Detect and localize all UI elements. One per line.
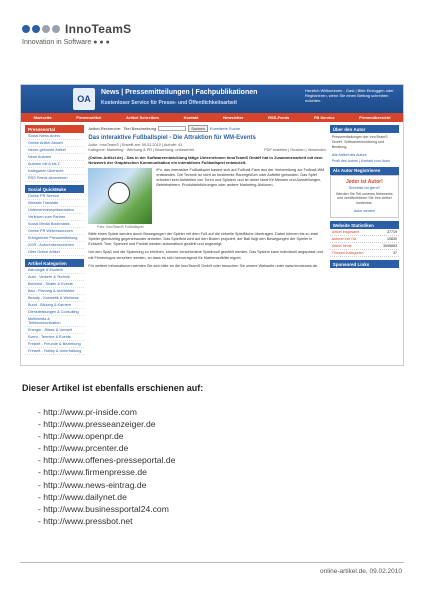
article-figure	[88, 168, 152, 229]
nav-item[interactable]: Firmenartikel	[76, 115, 102, 120]
register-box	[330, 167, 399, 219]
stats-label: Artikel heute	[331, 244, 352, 249]
also-published-list	[38, 406, 175, 527]
innoteams-logo	[22, 22, 132, 46]
about-author-title: Über den Autor	[330, 125, 399, 133]
published-link[interactable]: - http://www.businessportal24.com	[38, 503, 169, 514]
search-bar	[88, 125, 325, 132]
site-header	[21, 85, 403, 113]
about-author-text: Pressemitteilungen der InnoTeamS GmbH, Softwareentwicklung und Beratung.	[331, 135, 388, 149]
stats-title: Website Statistiken	[330, 221, 399, 229]
sidebar-link[interactable]: Social News Archiv	[25, 133, 84, 140]
site-title: News | Pressemitteilungen | Fachpublikationen	[101, 89, 258, 96]
sidebar-link[interactable]: Erfolgreiche Pressemitteilung	[25, 235, 84, 242]
nav-item[interactable]: RSS-Feeds	[268, 115, 290, 120]
sidebar-link[interactable]: Dienstleistungen & Consulting	[25, 309, 84, 316]
article-paragraph: Für weitere Informationen wenden Sie sich bitte an die InnoTeamS GmbH oder besuchen Sie unsere Webseite unter www.innoteams.de.	[88, 263, 319, 268]
sidebar-link[interactable]: Freizeit - Freunde & Beziehung	[25, 341, 84, 348]
football-icon	[108, 182, 130, 204]
nav-item[interactable]: Kontakt	[183, 115, 199, 120]
article-body-text: iPo, das interaktive Fußballspiel basiert sich auf Fußball-Fans aus der Vorbereitung zur Fußball-WM entstanden. Die Technik ist nicht an bestimmte Raumgrößen oder Auftritte gebunden. Das Spiel erfordert kein Aufstellen von Toren und Spielern und ist daher ideal für Messen und Ausstellungen, Betriebsfeiern, Produkteinführungen oder andere Marketing-Aktionen.	[156, 168, 325, 188]
stats-row	[330, 229, 399, 236]
published-link[interactable]: - http://www.pr-inside.com	[38, 407, 137, 417]
logo-tagline	[22, 39, 132, 46]
football-photo	[88, 168, 152, 224]
sidebar-link[interactable]: Unternehmenspräsentation	[25, 207, 84, 214]
footer-source: online-artikel.de, 09.02.2010	[319, 568, 402, 575]
sidebar-link[interactable]: Neuer-gekronte Artikel	[25, 147, 84, 154]
article-lead: (Online-Artikel.de) - Das in der Softwareentwicklung tätige Unternehmen InnoTeamS GmbH hat in Zusammenarbeit mit dem Netzwerk der Graphischen Kommunikation ein interaktives Fußballspiel entwickelt.	[88, 154, 323, 165]
promo-title: Jeder ist Autor!	[345, 178, 383, 185]
site-subtitle: Kostenloser Service für Presse- und Öffentlichkeitsarbeit	[101, 100, 237, 106]
sidebar-link[interactable]: Über Online Artikel	[25, 249, 84, 256]
stats-list	[330, 229, 399, 257]
article-tools[interactable]: PDF erstellen | Drucken | Versenden	[264, 147, 326, 152]
search-input[interactable]	[158, 126, 186, 131]
sidebar-link[interactable]: Bahnhof - Skater & Events	[25, 281, 84, 288]
sidebar-link[interactable]: Multimedia & Telekommunikation	[25, 316, 84, 327]
published-link[interactable]: - http://www.dailynet.de	[38, 491, 127, 502]
sidebar-link[interactable]: Online PR Service	[25, 193, 84, 200]
logo-dot-icon	[22, 25, 30, 33]
stats-box	[330, 221, 399, 257]
website-screenshot	[20, 84, 404, 366]
published-link[interactable]: - http://www.prcenter.de	[38, 443, 129, 454]
logo-tagline-text: Innovation in Software	[22, 39, 92, 46]
sidebar-link[interactable]: Website Translate	[25, 200, 84, 207]
nav-item[interactable]: FB Service	[313, 115, 335, 120]
logo-name: InnoTeamS	[65, 22, 132, 36]
stats-label: Themen-Kategorien	[331, 251, 364, 256]
sidebar-link-list	[25, 267, 84, 355]
sidebar-link[interactable]: Bund - Bildung & Karriere	[25, 302, 84, 309]
stats-label: Autoren bei OA	[331, 237, 357, 242]
sidebar-link[interactable]: Autoren mit A bis Z	[25, 161, 84, 168]
sidebar-link[interactable]: Social Media Bookmarks	[25, 221, 84, 228]
search-label: Artikel-Recherche:	[88, 126, 122, 131]
article-category-line: Kategorie: Marketing · Werbung & PR | Bewertung: unbewertet	[88, 148, 195, 153]
published-link[interactable]: - http://www.openpr.de	[38, 431, 124, 442]
promo-subtitle: Schreibt du gern?	[348, 184, 381, 190]
article-paragraph: Um den Spaß und die Spannung zu erhöhen, können verschiedene Spielmodi gewählt werden. Das System kann individuell angepasst und mit Firmenlogos versehen werden, so dass es sich hervorragend für Markenauftritte eignet.	[88, 250, 323, 260]
sidebar-section-title: Pressesortal	[25, 125, 84, 133]
stats-row	[330, 243, 399, 250]
stats-row	[330, 250, 399, 257]
stats-value: 3095853	[383, 244, 397, 249]
published-link[interactable]: - http://www.presseanzeiger.de	[38, 419, 156, 430]
main-content	[88, 125, 325, 358]
sidebar-link[interactable]: Bau - Planung & Architektur	[25, 288, 84, 295]
sidebar-section-title: Artikel Kategorien	[25, 259, 84, 267]
sidebar-link[interactable]: RSS Feeds abonnieren	[25, 175, 84, 182]
article-image-row	[88, 168, 325, 229]
site-greeting[interactable]: Herzlich Willkommen - Gast | Bitte Einloggen oder Registrieren, wenn Sie einen Beitrag schreiben möchten	[305, 88, 394, 104]
right-sidebar	[330, 125, 399, 358]
sidebar-link[interactable]: Online PR Webressourcen	[25, 228, 84, 235]
logo-row	[22, 22, 132, 36]
logo-dot-icon	[42, 25, 50, 33]
also-published-title: Dieser Artikel ist ebenfalls erschienen auf:	[22, 383, 204, 393]
all-articles-link[interactable]: Alle Artikel des Autors	[331, 152, 367, 157]
sidebar-link-list	[25, 133, 84, 182]
sidebar-link[interactable]: Auto - Verkehr & Technik	[25, 274, 84, 281]
published-link[interactable]: - http://www.news-eintrag.de	[38, 479, 147, 490]
footer-divider	[20, 562, 404, 563]
site-logo-icon: OA	[73, 88, 95, 110]
author-profile-link[interactable]: Profil des Autors | Kontakt zum Autor	[331, 158, 391, 163]
sponsored-box	[330, 260, 399, 268]
stats-label: Artikel insgesamt	[331, 230, 360, 235]
extended-search-link[interactable]: Erweiterte Suche	[209, 126, 241, 131]
logo-dots-icon: ● ● ●	[93, 39, 110, 46]
sidebar-section-title: Social QuickMake	[25, 185, 84, 193]
sidebar-link-list	[25, 193, 84, 256]
published-link[interactable]: - http://www.offenes-presseportal.de	[38, 455, 176, 466]
stats-value: 37719	[387, 230, 397, 235]
search-options[interactable]: Titel Beschreibung	[123, 126, 157, 131]
left-sidebar	[25, 125, 84, 358]
register-title: Als Autor Registrieren	[330, 167, 399, 175]
nav-item[interactable]: Firmenübersicht	[359, 115, 391, 120]
site-nav	[21, 113, 403, 122]
sidebar-link[interactable]: Energie - Bilanz & Umwelt	[25, 327, 84, 334]
photo-caption: Foto: InnoTeamS Fußballspiel	[97, 225, 144, 229]
article-author-line: Autor: InnoTeamS | Erstellt am: 09.02.2010 | Aufrufe: 41	[88, 143, 183, 147]
nav-item[interactable]: Newsletter	[223, 115, 244, 120]
nav-item[interactable]: Startseite	[33, 115, 52, 120]
sidebar-link[interactable]: Freizeit - Hobby & Unterhaltung	[25, 348, 84, 355]
stats-value: 10830	[387, 237, 397, 242]
sidebar-link[interactable]: Neue Autoren	[25, 154, 84, 161]
sidebar-link[interactable]: Verlinken zum Partner	[25, 214, 84, 221]
promo-text: Werden Sie Teil unseres Netzwerks und veröffentlichen Sie Ihre Artikel kostenlos.	[336, 191, 393, 206]
become-author-button[interactable]: Autor werden	[353, 209, 376, 214]
register-promo	[330, 175, 399, 219]
stats-value: 37	[393, 251, 397, 256]
sidebar-link[interactable]: Beauty - Kosmetik & Wellness	[25, 295, 84, 302]
nav-item[interactable]: Artikel Schreiben	[126, 115, 159, 120]
about-author-box	[330, 125, 399, 164]
sidebar-link[interactable]: XOR - Autorenkennzeichen	[25, 242, 84, 249]
site-columns	[21, 122, 403, 361]
sidebar-link[interactable]: Astrologie & Esoterik	[25, 267, 84, 274]
sidebar-link[interactable]: Kategorien Übersicht	[25, 168, 84, 175]
sponsored-title: Sponsored Links	[330, 260, 399, 268]
article-paragraph: Bälle eines Spiels werden durch Bewegungen der Spieler mit dem Fuß auf die virtuelle Spielfläche übertragen. Dabei können bis zu zwei Spieler gleichzeitig gegeneinander antreten. Das Spielfeld wird auf den Boden projiziert, der Ball folgt den Bewegungen der Spieler in Echtzeit. Tore, Spielzeit und Punkte werden automatisch gezählt und angezeigt.	[88, 232, 319, 247]
logo-dot-icon	[52, 25, 60, 33]
logo-dot-icon	[32, 25, 40, 33]
stats-row	[330, 236, 399, 243]
published-link[interactable]: - http://www.pressbot.net	[38, 515, 133, 526]
article-title: Das interaktive Fußballspiel - Die Attraktion für WM-Events	[88, 135, 256, 141]
sidebar-link[interactable]: Event - Termine & Events	[25, 334, 84, 341]
search-button[interactable]: Suchen	[188, 125, 208, 132]
published-link[interactable]: - http://www.firmenpresse.de	[38, 467, 147, 478]
sidebar-link[interactable]: Online Artikel Aktuell	[25, 140, 84, 147]
